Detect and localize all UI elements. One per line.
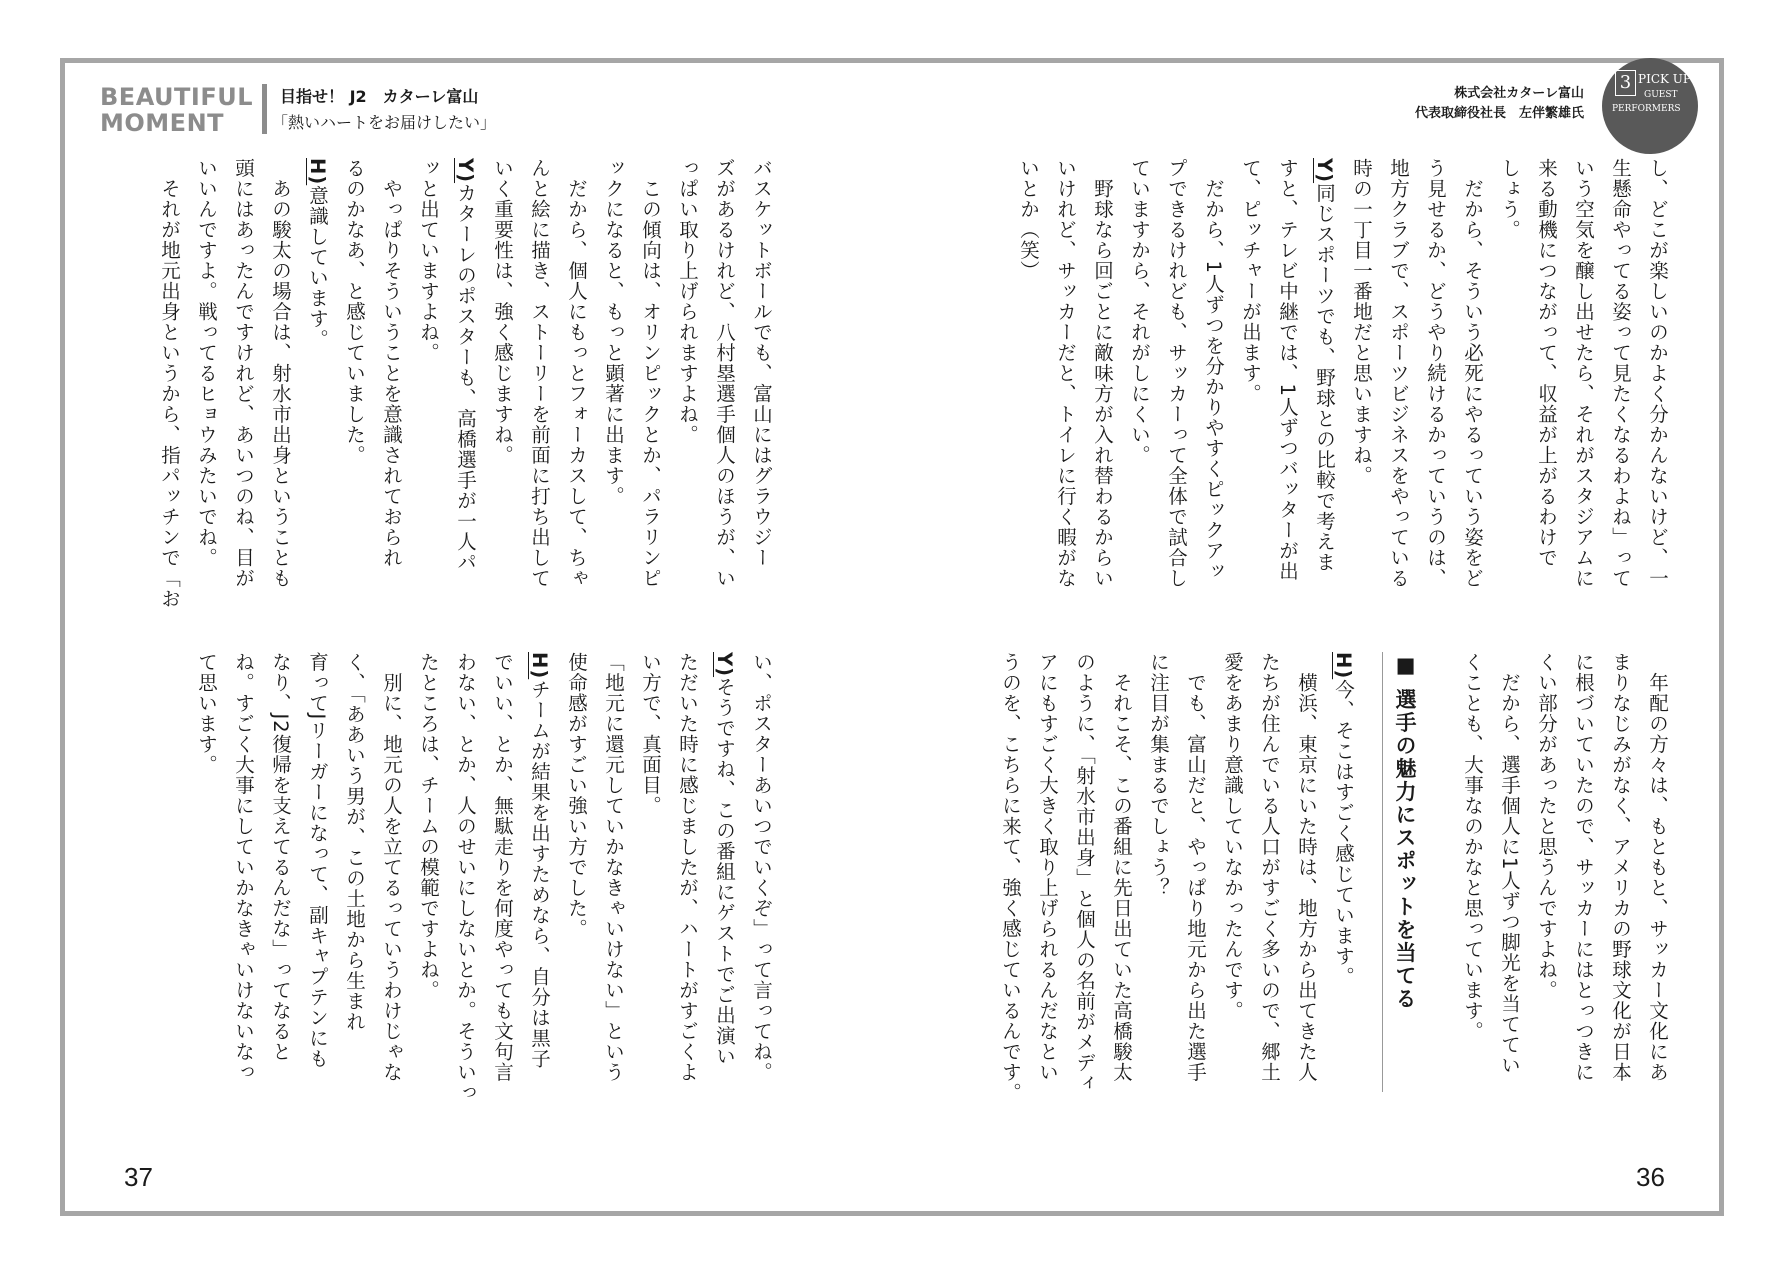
column-text: 「地元に還元していかなきゃいけない」という xyxy=(602,652,625,1083)
text-column xyxy=(1288,652,1325,1104)
speaker-label: H) xyxy=(528,652,551,680)
column-text: のように、「射水市出身」と個人の名前がメディ xyxy=(1073,652,1096,1094)
text-column xyxy=(188,158,225,610)
text-column xyxy=(1602,158,1639,610)
text-column xyxy=(1491,158,1528,610)
brand-divider xyxy=(262,84,267,134)
text-column xyxy=(1565,652,1602,1104)
text-column xyxy=(1140,652,1177,1104)
speaker-label: Y) xyxy=(1313,158,1336,184)
speaker-label: H) xyxy=(1332,652,1355,680)
column-text: う見せるか、どうやり続けるかっていうのは、 xyxy=(1424,158,1447,589)
badge-line3: PERFORMERS xyxy=(1612,104,1681,114)
text-column xyxy=(1029,652,1066,1104)
column-text: ッと出ていますよね。 xyxy=(417,158,440,363)
column-text: それが地元出身というから、指パッチンで「お xyxy=(158,158,181,609)
pickup-badge xyxy=(1602,58,1698,154)
text-column xyxy=(1602,652,1639,1104)
text-column xyxy=(447,158,484,610)
column-text: 使命感がすごい強い方でした。 xyxy=(565,652,588,939)
column-text: るのかなあ、と感じていました。 xyxy=(343,158,366,466)
text-column xyxy=(225,158,262,610)
column-text: 今、そこはすごく感じています。 xyxy=(1332,679,1355,987)
column-text: だから、選手個人に1人ずつ脚光を当ててい xyxy=(1498,652,1521,1076)
text-column xyxy=(1639,652,1676,1104)
text-column xyxy=(1177,652,1214,1104)
column-text: それこそ、この番組に先日出ていた高橋駿太 xyxy=(1110,652,1133,1083)
text-column xyxy=(336,652,373,1104)
column-text: ていますから、それがしにくい。 xyxy=(1128,158,1151,466)
text-column xyxy=(1528,652,1565,1104)
column-text: そうですね、この番組にゲストでご出演い xyxy=(713,677,736,1067)
text-column xyxy=(706,652,743,1104)
badge-line1: PICK UP xyxy=(1638,72,1691,86)
column-text: チームが結果を出すためなら、自分は黒子 xyxy=(528,679,551,1069)
text-column xyxy=(188,652,225,1104)
column-text: あの駿太の場合は、射水市出身ということも xyxy=(269,158,292,589)
right-page-lower-text-1 xyxy=(1452,652,1676,1104)
text-column xyxy=(706,158,743,610)
column-text: 生懸命やってる姿って見たくなるわよね」って xyxy=(1609,158,1632,589)
text-column xyxy=(410,652,447,1104)
text-column xyxy=(299,652,336,1104)
text-column xyxy=(595,158,632,610)
text-column xyxy=(1047,158,1084,610)
text-column xyxy=(1084,158,1121,610)
column-text: っぱい取り上げられますよね。 xyxy=(676,158,699,445)
text-column xyxy=(595,652,632,1104)
text-column xyxy=(632,158,669,610)
brand-line1: BEAUTIFUL xyxy=(100,83,253,111)
column-text: て、ピッチャーが出ます。 xyxy=(1239,158,1262,404)
column-text: 時の一丁目一番地だと思いますね。 xyxy=(1350,158,1373,486)
left-page-lower-text xyxy=(166,652,780,1104)
column-text: いけれど、サッカーだと、トイレに行く暇がな xyxy=(1054,158,1077,589)
badge-number: 3 xyxy=(1615,70,1636,96)
text-column xyxy=(299,158,336,610)
text-column xyxy=(558,652,595,1104)
text-column xyxy=(373,652,410,1104)
text-column xyxy=(558,158,595,610)
text-column xyxy=(1417,158,1454,610)
speaker-label: Y) xyxy=(454,158,477,184)
text-column xyxy=(484,158,521,610)
text-column xyxy=(262,652,299,1104)
text-column xyxy=(1251,652,1288,1104)
column-text: ズがあるけれど、八村塁選手個人のほうが、い xyxy=(713,158,736,589)
left-page-upper-text xyxy=(128,158,780,610)
text-column xyxy=(1232,158,1269,610)
column-text: 頭にはあったんですけれど、あいつのね、目が xyxy=(232,158,255,589)
column-text: いう空気を醸し出せたら、それがスタジアムに xyxy=(1572,158,1595,589)
text-column xyxy=(1010,158,1047,610)
column-text: カターレのポスターも、高橋選手が一人パ xyxy=(454,183,477,573)
column-text: い方で、真面目。 xyxy=(639,652,662,816)
company-name: 株式会社カターレ富山 xyxy=(1454,86,1584,101)
column-text: 育ってJリーガーになって、副キャプテンにも xyxy=(306,652,329,1069)
column-text: 横浜、東京にいた時は、地方から出てきた人 xyxy=(1295,652,1318,1083)
text-column xyxy=(225,652,262,1104)
column-text: ただいた時に感じましたが、ハートがすごくよ xyxy=(676,652,699,1083)
guest-credit xyxy=(1415,84,1584,124)
column-text: うのを、こちらに来て、強く感じているんです。 xyxy=(999,652,1022,1103)
text-column xyxy=(1639,158,1676,610)
text-column xyxy=(1454,158,1491,610)
text-column xyxy=(1269,158,1306,610)
text-column xyxy=(743,652,780,1104)
column-text: やっぱりそういうことを意識されておられ xyxy=(380,158,403,568)
text-column xyxy=(1565,158,1602,610)
column-text: たちが住んでいる人口がすごく多いので、郷土 xyxy=(1258,652,1281,1083)
column-text: く、「ああいう男が、この土地から生まれ xyxy=(343,652,366,1032)
text-column xyxy=(1380,158,1417,610)
column-text: たところは、チームの模範ですよね。 xyxy=(417,652,440,1001)
column-text: くことも、大事なのかなと思っています。 xyxy=(1461,652,1484,1042)
column-text: んと絵に描き、ストーリーを前面に打ち出して xyxy=(528,158,551,589)
text-column xyxy=(1195,158,1232,610)
column-text: 同じスポーツでも、野球との比較で考えま xyxy=(1313,183,1336,573)
brand-logo xyxy=(100,84,253,136)
badge-line2: GUEST xyxy=(1644,90,1678,100)
column-text: 野球なら回ごとに敵味方が入れ替わるからい xyxy=(1091,158,1114,589)
column-text: 地方クラブで、スポーツビジネスをやっている xyxy=(1387,158,1410,589)
column-text: い、ポスターあいつでいくぞ」って言ってね。 xyxy=(750,652,773,1083)
text-column xyxy=(1214,652,1251,1104)
column-text: 愛をあまり意識していなかったんです。 xyxy=(1221,652,1244,1021)
speaker-label: H) xyxy=(306,158,329,186)
text-column xyxy=(632,652,669,1104)
column-text: バスケットボールでも、富山にはグラウジー xyxy=(750,158,773,568)
article-title: 目指せ！ J2 カターレ富山 xyxy=(280,87,479,106)
text-column xyxy=(669,158,706,610)
text-column xyxy=(669,652,706,1104)
column-text: プできるけれども、サッカーって全体で試合し xyxy=(1165,158,1188,589)
column-text: ックになると、もっと顕著に出ます。 xyxy=(602,158,625,507)
text-column xyxy=(151,158,188,610)
text-column xyxy=(1528,158,1565,610)
text-column xyxy=(1103,652,1140,1104)
column-text: に注目が集まるでしょう？ xyxy=(1147,652,1170,898)
page-number-left: 37 xyxy=(124,1162,153,1192)
column-text: わない、とか、人のせいにしないとか。そういっ xyxy=(454,652,477,1103)
column-text: いいんですよ。戦ってるヒョウみたいでね。 xyxy=(195,158,218,568)
text-column xyxy=(743,158,780,610)
article-subtitle: 「熱いハートをお届けしたい」 xyxy=(272,113,497,132)
text-column xyxy=(1325,652,1362,1104)
column-text: いとか（笑） xyxy=(1017,158,1040,281)
right-page-upper-text xyxy=(990,158,1676,610)
text-column xyxy=(992,652,1029,1104)
column-text: ね。すごく大事にしていかなきゃいけないなっ xyxy=(232,652,255,1083)
column-text: すと、テレビ中継では、1人ずつバッターが出 xyxy=(1276,158,1299,582)
text-column xyxy=(1306,158,1343,610)
column-text: いく重要性は、強く感じますね。 xyxy=(491,158,514,466)
text-column xyxy=(373,158,410,610)
right-page-lower-text-2 xyxy=(990,652,1362,1104)
column-text: アにもすごく大きく取り上げられるんだなとい xyxy=(1036,652,1059,1083)
column-text: まりなじみがなく、アメリカの野球文化が日本 xyxy=(1609,652,1632,1083)
guest-name: 代表取締役社長 左伴繁雄氏 xyxy=(1414,106,1584,121)
section-heading: ■ 選手の魅力にスポットを当てる xyxy=(1393,652,1418,1011)
text-column xyxy=(1454,652,1491,1104)
column-text: しょう。 xyxy=(1498,158,1521,240)
text-column xyxy=(447,652,484,1104)
text-column xyxy=(262,158,299,610)
column-text: 来る動機につながって、収益が上がるわけで xyxy=(1535,158,1558,568)
text-column xyxy=(484,652,521,1104)
section-rule xyxy=(1382,652,1383,1092)
column-text: だから、個人にもっとフォーカスして、ちゃ xyxy=(565,158,588,589)
column-text: だから、1人ずつを分かりやすくピックアッ xyxy=(1202,158,1225,582)
column-text: でも、富山だと、やっぱり地元から出た選手 xyxy=(1184,652,1207,1083)
column-text: 意識しています。 xyxy=(306,185,329,350)
column-text: 年配の方々は、もともと、サッカー文化にあ xyxy=(1646,652,1669,1083)
column-text: この傾向は、オリンピックとか、パラリンピ xyxy=(639,158,662,589)
column-text: に根づいていたので、サッカーにはとっつきに xyxy=(1572,652,1595,1083)
brand-line2: MOMENT xyxy=(100,109,225,137)
column-text: て思います。 xyxy=(195,652,218,775)
page-number-right: 36 xyxy=(1636,1162,1665,1192)
column-text: だから、そういう必死にやるっていう姿をど xyxy=(1461,158,1484,589)
text-column xyxy=(521,652,558,1104)
text-column xyxy=(1158,158,1195,610)
column-text: でいい、とか、無駄走りを何度やっても文句言 xyxy=(491,652,514,1083)
text-column xyxy=(410,158,447,610)
text-column xyxy=(1491,652,1528,1104)
text-column xyxy=(1343,158,1380,610)
speaker-label: Y) xyxy=(713,652,736,678)
text-column xyxy=(1121,158,1158,610)
column-text: 別に、地元の人を立てるっていうわけじゃな xyxy=(380,652,403,1083)
column-text: なり、J2復帰を支えてるんだな」ってなると xyxy=(269,652,292,1062)
text-column xyxy=(1066,652,1103,1104)
text-column xyxy=(521,158,558,610)
column-text: くい部分があったと思うんですよね。 xyxy=(1535,652,1558,1001)
text-column xyxy=(336,158,373,610)
column-text: し、どこが楽しいのかよく分かんないけど、一 xyxy=(1646,158,1669,589)
